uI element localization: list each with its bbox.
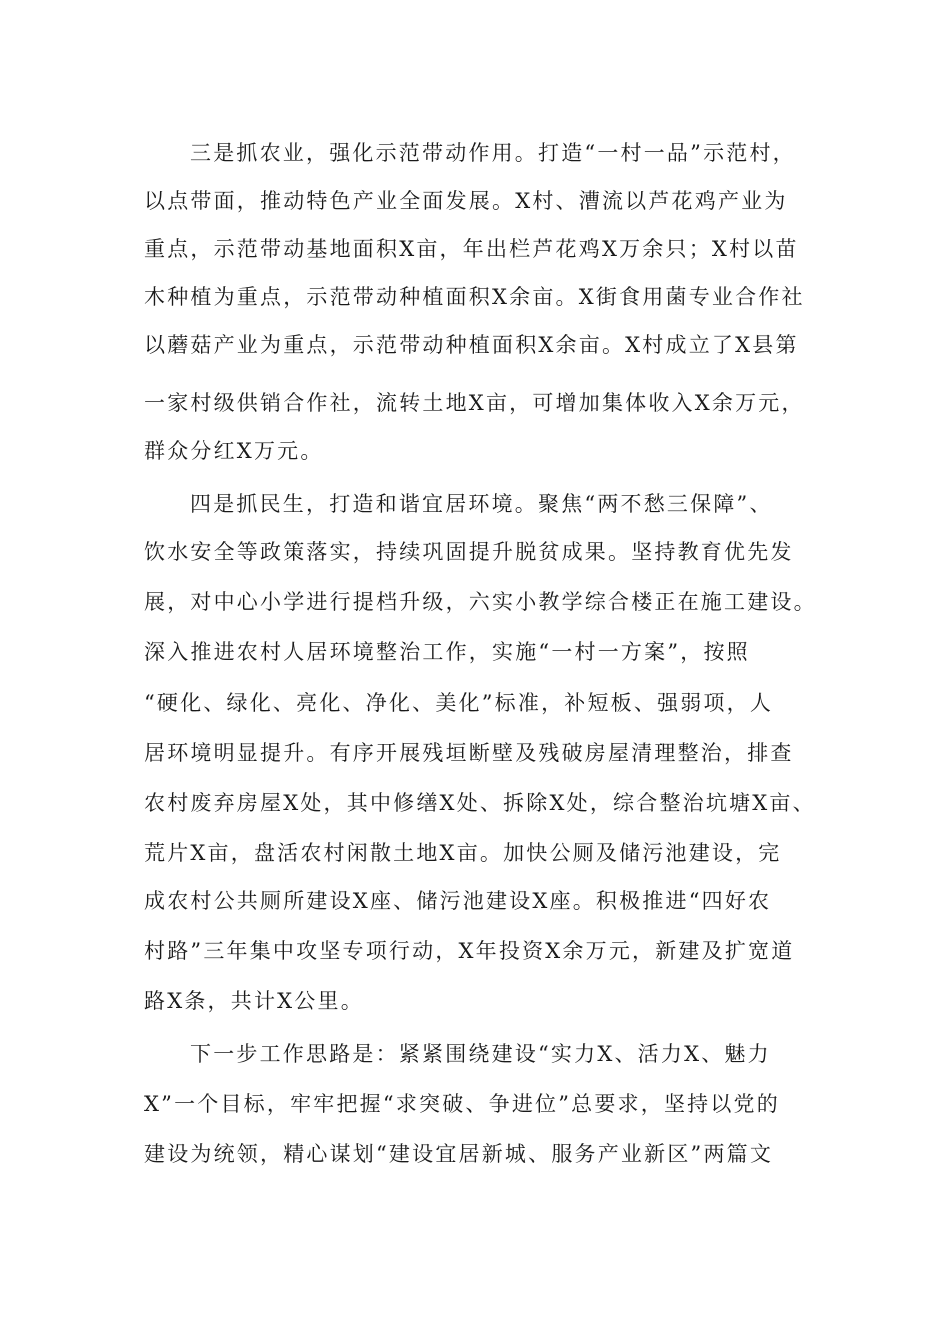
- paragraph-line: 荒片X亩，盘活农村闲散土地X亩。加快公厕及储污池建设，完: [144, 841, 782, 865]
- paragraph-line: 四是抓民生，打造和谐宜居环境。聚焦“两不愁三保障”、: [190, 492, 773, 516]
- paragraph-line: 居环境明显提升。有序开展残垣断壁及残破房屋清理整治，排查: [144, 741, 794, 765]
- paragraph-line: X”一个目标，牢牢把握“求突破、争进位”总要求，坚持以党的: [144, 1092, 780, 1116]
- paragraph-line: 建设为统领，精心谋划“建设宜居新城、服务产业新区”两篇文: [144, 1142, 774, 1166]
- paragraph-line: 木种植为重点，示范带动种植面积X余亩。X街食用菌专业合作社: [144, 285, 805, 309]
- paragraph-line: 群众分红X万元。: [144, 439, 324, 463]
- paragraph-line: 深入推进农村人居环境整治工作，实施“一村一方案”，按照: [144, 640, 750, 664]
- paragraph-line: 农村废弃房屋X处，其中修缮X处、拆除X处，综合整治坑塘X亩、: [144, 791, 816, 815]
- paragraph-line: “硬化、绿化、亮化、净化、美化”标准，补短板、强弱项，人: [144, 691, 774, 715]
- paragraph-line: 路X条，共计X公里。: [144, 989, 364, 1013]
- paragraph-line: 展，对中心小学进行提档升级，六实小教学综合楼正在施工建设。: [144, 590, 817, 614]
- paragraph-line: 以点带面，推动特色产业全面发展。X村、漕流以芦花鸡产业为: [144, 189, 788, 213]
- paragraph-line: 重点，示范带动基地面积X亩，年出栏芦花鸡X万余只；X村以苗: [144, 237, 799, 261]
- paragraph-line: 一家村级供销合作社，流转土地X亩，可增加集体收入X余万元，: [144, 391, 805, 415]
- paragraph-line: 以蘑菇产业为重点，示范带动种植面积X余亩。X村成立了X县第: [144, 333, 799, 357]
- paragraph-line: 饮水安全等政策落实，持续巩固提升脱贫成果。坚持教育优先发: [144, 540, 794, 564]
- paragraph-line: 成农村公共厕所建设X座、储污池建设X座。积极推进“四好农: [144, 889, 772, 913]
- paragraph-line: 下一步工作思路是：紧紧围绕建设“实力X、活力X、魅力: [190, 1042, 771, 1066]
- paragraph-line: 村路”三年集中攻坚专项行动，X年投资X余万元，新建及扩宽道: [144, 939, 795, 963]
- paragraph-line: 三是抓农业，强化示范带动作用。打造“一村一品”示范村，: [190, 141, 796, 165]
